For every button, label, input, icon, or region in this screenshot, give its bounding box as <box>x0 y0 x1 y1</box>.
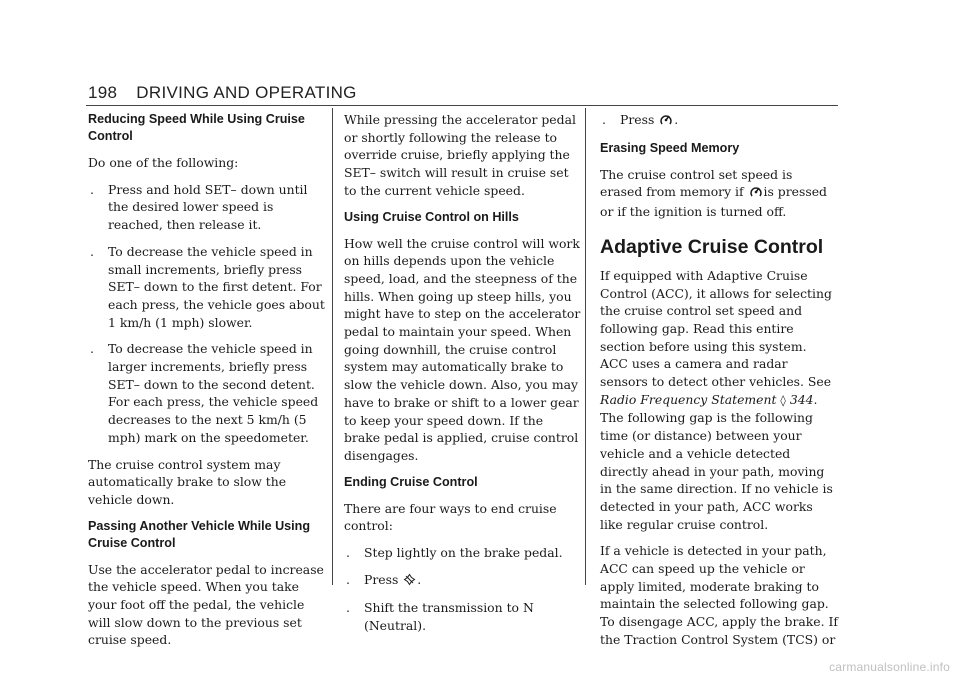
page-number: 198 <box>88 83 118 102</box>
column-1 <box>88 111 326 658</box>
paragraph: If a vehicle is detected in your path, ACC can speed up the vehicle or apply limited, moderate braking to maintain the selected following gap. To disengage ACC, apply the brake. If the Traction Control System (TCS) or <box>600 543 838 647</box>
paragraph: The cruise control system may automatically brake to slow the vehicle down. <box>88 456 287 507</box>
paragraph: Do one of the following: <box>88 155 239 170</box>
page-header <box>88 83 357 103</box>
paragraph: While pressing the accelerator pedal or shortly following the release to override cruise, briefly applying the SET– switch will result in cruise set to the current vehicle speed. <box>344 112 576 198</box>
list-item: . To decrease the vehicle speed in larger increments, briefly press SET– down to the second detent. For each press, the vehicle speed decreases to the next 5 km/h (5 mph) mark on the speedometer. <box>90 341 319 445</box>
column-divider-1 <box>332 108 333 585</box>
section-title: DRIVING AND OPERATING <box>136 83 357 102</box>
list-item: . Press and hold SET– down until the desired lower speed is reached, then release it. <box>90 181 308 233</box>
heading-reducing-speed: Reducing Speed While Using Cruise Control <box>88 112 305 143</box>
heading-erasing-memory: Erasing Speed Memory <box>600 140 740 155</box>
column-2 <box>344 111 582 644</box>
heading-adaptive-cruise: Adaptive Cruise Control <box>600 235 824 258</box>
cruise-cancel-icon <box>403 573 416 591</box>
column-3 <box>600 111 838 658</box>
list-item: . Press . <box>344 571 582 591</box>
paragraph: Use the accelerator pedal to increase the vehicle speed. When you take your foot off the pedal, the vehicle will slow down to the previous set cruise speed. <box>88 561 324 648</box>
list-item: . To decrease the vehicle speed in small increments, briefly press SET– down to the first detent. For each press, the vehicle goes about 1 km/h (1 mph) slower. <box>90 243 325 330</box>
column-divider-2 <box>585 108 586 585</box>
paragraph: How well the cruise control will work on hills depends upon the vehicle speed, load, and the steepness of the hills. When going up steep hills, you might have to step on the accelerator pedal to maintain your speed. When going downhill, the cruise control system may automatically brake to slow the vehicle down. Also, you may have to brake or shift to a lower gear to keep your speed down. If the brake pedal is applied, cruise control disengages. <box>344 235 581 463</box>
list-item: . Shift the transmission to N (Neutral). <box>346 600 534 634</box>
watermark: carmanualsonline.info <box>829 660 950 674</box>
list-item: . Press . <box>600 111 838 131</box>
paragraph: If equipped with Adaptive Cruise Control (ACC), it allows for selecting the cruise control set speed and following gap. Read this entire section before using this system. ACC uses a camera and radar sensors to detect other vehicles. See Radio Frequency Statement ◊ 344. The following gap is the following time (or distance) between your vehicle and a vehicle detected directly ahead in your path, moving in the same direction. If no vehicle is detected in your path, ACC works like regular cruise control. <box>600 267 833 532</box>
paragraph: There are four ways to end cruise control: <box>344 500 557 534</box>
heading-cruise-on-hills: Using Cruise Control on Hills <box>344 209 519 224</box>
cruise-on-off-icon <box>659 112 673 131</box>
paragraph: The cruise control set speed is erased from memory if is pressed or if the ignition is turned off. <box>600 166 827 220</box>
cruise-on-off-icon <box>749 184 763 203</box>
heading-ending-cruise: Ending Cruise Control <box>344 474 478 489</box>
xref-link[interactable]: Radio Frequency Statement ◊ 344 <box>600 391 814 407</box>
heading-passing-vehicle: Passing Another Vehicle While Using Cruise Control <box>88 518 311 550</box>
list-item: . Step lightly on the brake pedal. <box>346 545 563 561</box>
xref-arrow-icon: ◊ <box>780 393 786 407</box>
header-rule <box>86 105 838 106</box>
